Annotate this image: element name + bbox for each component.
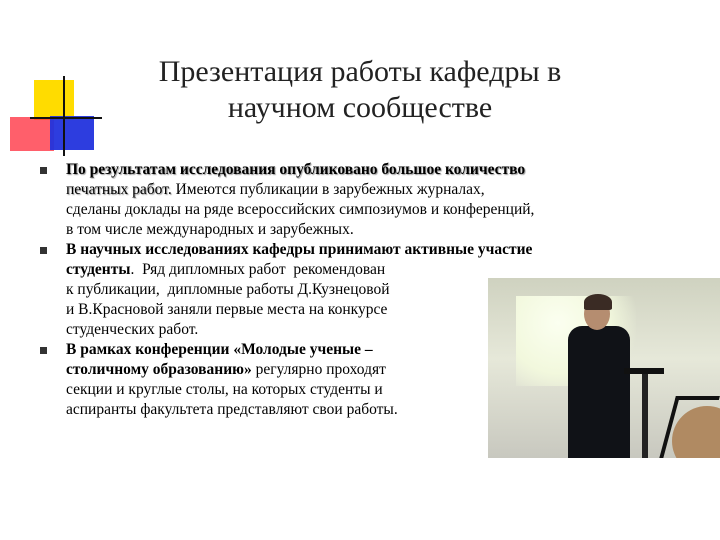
decor-blue-square (50, 116, 94, 150)
decor-vertical-line (63, 76, 65, 156)
bullet-line (66, 200, 680, 220)
speaker-body (568, 326, 630, 458)
text-segment: в том числе международных и зарубежных. (66, 221, 354, 238)
bullet-line (66, 220, 680, 240)
decor-horizontal-line (30, 117, 102, 119)
text-segment: По результатам исследования опубликовано большое количество (66, 161, 526, 178)
decor-yellow-square (34, 80, 74, 120)
bullet-line (66, 260, 680, 280)
bullet-square-icon (40, 167, 47, 174)
text-segment: В рамках конференции «Молодые ученые – (66, 341, 373, 358)
bullet-line (66, 180, 680, 200)
bullet-line (66, 160, 680, 180)
bullet-line (66, 240, 680, 260)
text-segment: В научных исследованиях кафедры принимают активные участие (66, 241, 533, 258)
text-segment: Имеются публикации в зарубежных журналах, (171, 181, 485, 198)
text-segment: столичному образованию» (66, 361, 252, 378)
text-segment: регулярно проходят (251, 361, 386, 378)
text-segment: аспиранты факультета представляют свои работы. (66, 401, 398, 418)
text-segment: сделаны доклады на ряде всероссийских симпозиумов и конференций, (66, 201, 535, 218)
bullet-item (40, 160, 680, 240)
text-segment: студенческих работ. (66, 321, 199, 338)
text-segment: . Ряд дипломных работ рекомендован (130, 261, 386, 278)
text-segment: и В.Красновой заняли первые места на конкурсе (66, 301, 388, 318)
bullet-square-icon (40, 247, 47, 254)
text-segment: секции и круглые столы, на которых студенты и (66, 381, 383, 398)
bullet-square-icon (40, 347, 47, 354)
text-segment: печатных работ. (66, 181, 172, 198)
lecture-photo-icon (488, 278, 720, 458)
slide-title: Презентация работы кафедры в научном сообществе (158, 55, 562, 124)
speaker-hair (584, 294, 612, 310)
lectern-leg (642, 374, 648, 458)
text-segment: к публикации, дипломные работы Д.Кузнецовой (66, 281, 390, 298)
decor-red-square (10, 117, 54, 151)
text-segment: студенты (66, 261, 131, 278)
